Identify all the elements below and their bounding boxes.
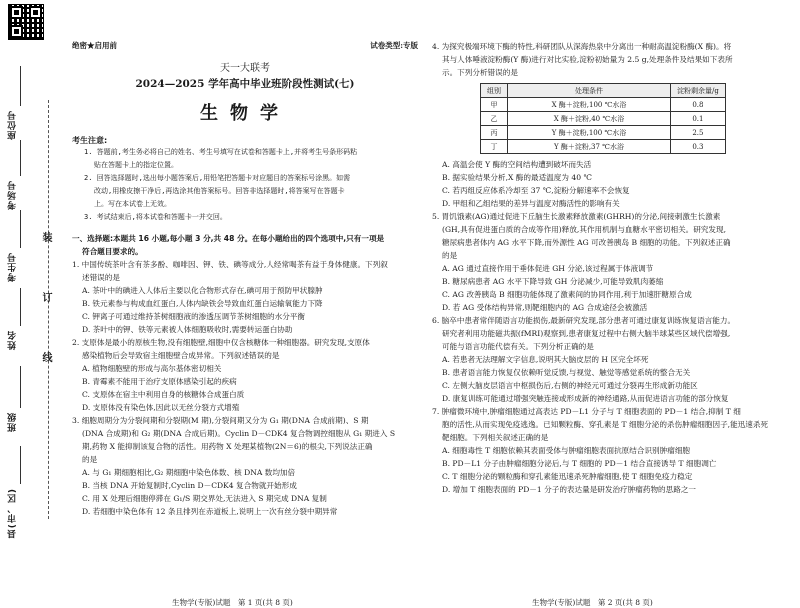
field-candidate: 考生号 [8,252,18,282]
option: A. 茶叶中的碘进入人体后主要以化合物形式存在,碘可用于预防甲状腺肿 [82,286,323,295]
option: B. 患者语言能力恢复仅依赖听觉反馈,与视觉、触觉等感觉系统的整合无关 [442,368,691,377]
question-stem: 其与人体唾液淀粉酶(Y 酶)进行对比实验,淀粉初始量为 2.5 g,处理条件及结果如下表所 [442,55,733,64]
table-row: 丙 Y 酶＋淀粉,100 ℃水浴 2.5 [481,126,726,140]
mark-zhuang: 装 [40,232,51,242]
question-stem: 靶细胞。下列相关叙述正确的是 [442,433,549,442]
notice-line: 改动,用橡皮擦干净后,再选涂其他答案标号。回答非选择题时,将答案写在答题卡 [94,187,345,195]
question-list-right [432,210,788,496]
question-stem: 胞的活性,从而实现免疫逃逸。已知颗粒酶、穿孔素是 T 细胞分泌的杀伤肿瘤细胞因子,能迅速杀死 [442,420,769,429]
option: C. AG 改善胰岛 B 细胞功能体现了激素间的协同作用,利于加速肝糖原合成 [442,290,692,299]
question-4 [432,40,788,210]
field-underline [20,446,21,484]
option: A. AG 通过直接作用于垂体促进 GH 分泌,该过程属于体液调节 [442,264,654,273]
option: D. 增加 T 细胞表面的 PD－1 分子的表达量是研发治疗肿瘤药物的思路之一 [442,485,697,494]
right-page [432,40,788,607]
enzyme-table [480,83,726,154]
option: B. 糖尿病患者 AG 水平下降导致 GH 分泌减少,可能导致肌肉萎缩 [442,277,664,286]
notice-line: 1. 答题前,考生务必将自己的姓名、考生号填写在试卷和答题卡上,并将考生号条形码粘 [84,148,358,156]
option: C. 若丙组反应体系冷却至 37 ℃,淀粉分解速率不会恢复 [442,186,630,195]
option: A. 细胞毒性 T 细胞依赖其表面受体与肿瘤细胞表面抗原结合识别肿瘤细胞 [442,446,691,455]
exam-title: 2024—2025 学年高中毕业班阶段性测试(七) [135,78,355,90]
exam-type-label: 试卷类型:专版 [370,41,418,50]
field-name: 姓名 [8,330,18,350]
question-stem: 7. 肿瘤微环境中,肿瘤细胞通过高表达 PD－L1 分子与 T 细胞表面的 PD－1 结合,抑制 T 细 [432,407,741,416]
question-item [72,414,418,518]
field-underline [20,140,21,176]
qr-code [8,4,44,40]
table-row: 丁 Y 酶＋淀粉,37 ℃水浴 0.3 [481,140,726,154]
left-page [72,40,418,607]
option: C. 支原体在宿主中利用自身的核糖体合成蛋白质 [82,390,245,399]
secret-label: 绝密★启用前 [72,41,117,50]
field-underline [20,210,21,248]
option: C. T 细胞分泌的颗粒酶和穿孔素能迅速杀死肿瘤细胞,使 T 细胞免疫力稳定 [442,472,693,481]
question-stem: 示。下列分析错误的是 [442,68,518,77]
question-item [432,210,788,314]
option: D. 若 AG 受体结构异常,则靶细胞内的 AG 合成途径会被激活 [442,303,648,312]
option: A. 与 G₁ 期细胞相比,G₂ 期细胞中染色体数、核 DNA 数均加倍 [82,468,296,477]
option: D. 支原体没有染色体,因此以无丝分裂方式增殖 [82,403,240,412]
question-item [72,336,418,414]
option: D. 茶叶中的钾、铁等元素被人体细胞吸收时,需要转运蛋白协助 [82,325,293,334]
mark-xian: 线 [40,352,51,362]
notice-line: 3. 考试结束后,将本试卷和答题卡一并交回。 [84,213,227,221]
question-stem: 研究者利用功能磁共振(fMRI)观察到,患者康复过程中右侧大脑半球某些区域代偿增强, [442,329,731,338]
field-underline [20,66,21,106]
table-row: 乙 X 酶＋淀粉,40 ℃水浴 0.1 [481,112,726,126]
field-county: 县(市、区) [8,488,18,539]
page-footer-right: 生物学(专版)试题 第 2 页(共 8 页) [532,598,653,607]
question-stem: 糖尿病患者体内 AG 水平下降,而外源性 AG 可改善胰岛 B 细胞的功能。下列叙述正确 [442,238,731,247]
question-stem: 感染植物后会导致宿主细胞壁合成异常。下列叙述错误的是 [82,351,280,360]
subject-title: 生物学 [200,103,290,124]
question-list-left [72,258,418,518]
question-stem: 期,药物 X 能抑制该复合物的活性。用药物 X 处理某植物(2N＝6)的根尖,下列说法正确 [82,442,373,451]
question-stem: 6. 脑卒中患者常伴随语言功能损伤,最新研究发现,部分患者可通过康复训练恢复语言能力。 [432,316,736,325]
option: B. 当核 DNA 开始复制时,Cyclin D－CDK4 复合物就开始形成 [82,481,297,490]
option: D. 甲组和乙组结果的差异与温度对酶活性的影响有关 [442,199,620,208]
table-row: 甲 X 酶＋淀粉,100 ℃水浴 0.8 [481,98,726,112]
notice-line: 2. 回答选择题时,选出每小题答案后,用铅笔把答题卡对应题目的答案标号涂黑。如需 [84,174,351,182]
table-header: 淀粉剩余量/g [671,84,726,98]
notice-list [72,146,418,224]
question-stem: 1. 中国传统茶叶含有茶多酚、咖啡因、钾、铁、碘等成分,人经常喝茶有益于身体健康。下列叙 [72,260,388,269]
question-stem: (DNA 合成期)和 G₂ 期(DNA 合成后期)。Cyclin D－CDK4 复合物调控细胞从 G₁ 期进入 S [82,429,396,438]
question-stem: 述错误的是 [82,273,120,282]
question-stem: 3. 细胞周期分为分裂间期和分裂期(M 期),分裂间期又分为 G₁ 期(DNA 合成前期)、S 期 [72,416,369,425]
question-stem: 5. 胃饥饿素(AG)通过促进下丘脑生长激素释放激素(GHRH)的分泌,间接刺激生长激素 [432,212,721,221]
option: C. 用 X 处理后细胞停滞在 G₁/S 期交界处,无法进入 S 期完成 DNA 复制 [82,494,327,503]
field-underline [20,366,21,408]
field-class: 班级 [8,412,18,432]
option: C. 钾离子可通过维持茶树细胞液的渗透压调节茶树细胞的水分平衡 [82,312,305,321]
option: B. 铁元素参与构成血红蛋白,人体内缺铁会导致血红蛋白运输氧能力下降 [82,299,323,308]
notice-line: 上。写在本试卷上无效。 [94,200,171,208]
notice-title: 考生注意: [72,136,108,145]
table-header: 组别 [481,84,508,98]
question-stem: 的是 [82,455,98,464]
notice-line: 贴在答题卡上的指定位置。 [94,161,178,169]
table-header: 处理条件 [508,84,671,98]
question-item [432,314,788,405]
field-room: 考场号 [8,180,18,210]
option: D. 康复训练可能通过增强突触连接或形成新的神经通路,从而促进语言功能的部分恢复 [442,394,729,403]
option: C. 左侧大脑皮层语言中枢损伤后,右侧的神经元可通过分裂再生形成新功能区 [442,381,698,390]
field-seat: 座位号 [8,110,18,140]
binding-margin [0,40,62,579]
option: A. 植物细胞壁的形成与高尔基体密切相关 [82,364,222,373]
question-item [432,405,788,496]
question-stem: (GH,具有促进蛋白质的合成等作用)释放,其作用机制与血糖水平密切相关。研究发现, [442,225,727,234]
option: B. 据实验结果分析,X 酶的最适温度为 40 ℃ [442,173,592,182]
mark-ding: 订 [40,292,51,302]
option: B. 青霉素不能用于治疗支原体感染引起的疾病 [82,377,237,386]
dashed-binding-line [48,100,49,519]
question-stem: 可能与语言功能代偿有关。下列分析正确的是 [442,342,594,351]
question-stem: 4. 为探究极端环境下酶的特性,科研团队从深海热泉中分离出一种耐高温淀粉酶(X 酶)。将 [432,42,732,51]
question-item [72,258,418,336]
option: D. 若细胞中染色体有 12 条且排列在赤道板上,说明上一次有丝分裂中期异常 [82,507,338,516]
section-heading: 一、选择题:本题共 16 小题,每小题 3 分,共 48 分。在每小题给出的四个选项中,只有一项是 符合题目要求的。 [72,234,385,256]
option: A. 高温会使 Y 酶的空间结构遭到破坏而失活 [442,160,592,169]
field-underline [20,288,21,326]
page-footer-left: 生物学(专版)试题 第 1 页(共 8 页) [172,598,293,607]
option: B. PD－L1 分子由肿瘤细胞分泌后,与 T 细胞的 PD－1 结合直接诱导 T 细胞凋亡 [442,459,717,468]
union-title: 天一大联考 [220,63,270,74]
question-stem: 的是 [442,251,458,260]
option: A. 若患者无法理解文字信息,说明其大脑皮层的 H 区完全坏死 [442,355,649,364]
question-stem: 2. 支原体是最小的原核生物,没有细胞壁,细胞中仅含核糖体一种细胞器。研究发现,支原体 [72,338,370,347]
